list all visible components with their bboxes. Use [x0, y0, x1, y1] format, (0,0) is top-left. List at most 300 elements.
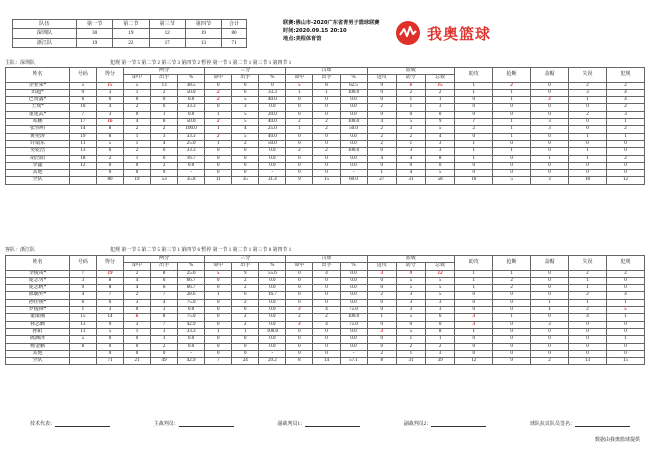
player-name: 许瑞东 [6, 140, 70, 147]
player-row [6, 270, 645, 277]
stats-subheader: % [259, 263, 286, 270]
stat-cell: 0 [313, 285, 340, 292]
stat-cell: 5 [69, 336, 96, 343]
stat-cell: 0 [367, 343, 396, 350]
stat-cell: 0.0 [340, 133, 367, 140]
stats-column-header: 犯规 [606, 256, 644, 271]
stat-cell: 0 [313, 111, 340, 118]
player-row [6, 82, 645, 89]
stat-cell: 1 [493, 97, 531, 104]
stat-cell: 0 [569, 126, 607, 133]
stat-cell: 0 [286, 328, 313, 335]
stat-cell: 4 [367, 119, 396, 126]
others-row [6, 170, 645, 177]
stat-cell: 0 [455, 162, 493, 169]
stats-column-header: 号码 [69, 68, 96, 83]
stat-cell: 5 [426, 285, 455, 292]
player-name: 董康湘 [6, 314, 70, 321]
stat-cell: 0 [124, 162, 151, 169]
away-fouls-timeouts: 犯规 第一节 5 第二节 5 第三节 1 第四节 6 暂停 第一节 1 第二节 1 第三节 0 第四节 1 [110, 248, 292, 253]
stat-cell: 2 [232, 277, 259, 284]
stat-cell: 0.0 [340, 277, 367, 284]
stat-cell: 7 [69, 111, 96, 118]
stat-cell: 0 [313, 162, 340, 169]
stat-cell: 3 [531, 97, 569, 104]
stat-cell: 1 [493, 89, 531, 96]
stat-cell: 75.0 [178, 299, 205, 306]
stat-cell: 16 [96, 119, 123, 126]
signature-line [305, 421, 360, 427]
home-stats-table [5, 67, 645, 185]
stat-cell: 0 [313, 336, 340, 343]
stat-cell: 4 [569, 314, 607, 321]
stat-cell: 0 [606, 343, 644, 350]
stat-cell: 0 [367, 97, 396, 104]
scoreboard-cell: 17 [149, 38, 185, 47]
stat-cell: 9 [396, 270, 425, 277]
tech-rep-signature [30, 420, 110, 427]
stat-cell: 2 [367, 140, 396, 147]
stat-cell: 0 [205, 82, 232, 89]
stat-cell: 5 [232, 97, 259, 104]
stat-cell: 3 [151, 307, 178, 314]
stat-cell: 12 [606, 177, 644, 184]
stat-cell: 0 [205, 285, 232, 292]
stat-cell: 0.0 [259, 155, 286, 162]
stat-cell: 2 [455, 126, 493, 133]
stat-cell: 13 [69, 148, 96, 155]
stats-column-header: 篮板 [367, 256, 455, 263]
stat-cell: 6 [69, 97, 96, 104]
stat-cell: 8 [151, 314, 178, 321]
stat-cell: 14 [96, 314, 123, 321]
stat-cell: 4 [151, 140, 178, 147]
stats-column-header: 姓名 [6, 256, 70, 271]
umpire1-label: 副裁判员1： [277, 422, 305, 427]
game-time: 时间:2020.09.15 20:10 [283, 28, 347, 34]
signature-line [55, 421, 110, 427]
stat-cell: 1 [531, 155, 569, 162]
stat-cell: 14 [69, 126, 96, 133]
stat-cell: 0 [286, 97, 313, 104]
stat-cell: 9 [426, 119, 455, 126]
stat-cell: 6 [151, 277, 178, 284]
stat-cell: 0 [286, 343, 313, 350]
umpire2-signature [404, 420, 487, 427]
logo-text: 我奥篮球 [427, 24, 492, 43]
stat-cell: 0 [124, 336, 151, 343]
stat-cell: 5 [96, 328, 123, 335]
stat-cell: 57.1 [340, 358, 367, 365]
umpire1-signature [277, 420, 360, 427]
stat-cell: 2 [569, 82, 607, 89]
stat-cell: 1 [606, 299, 644, 306]
basketball-logo-icon [395, 20, 421, 46]
stat-cell: 8 [96, 126, 123, 133]
stat-cell: 31.4 [259, 177, 286, 184]
stat-cell: 0 [205, 343, 232, 350]
stat-cell: 5 [396, 277, 425, 284]
stat-cell: 0 [531, 314, 569, 321]
stat-cell: 5 [232, 133, 259, 140]
away-stats-table [5, 255, 645, 365]
stat-cell: 1 [124, 89, 151, 96]
stat-cell: 6 [151, 104, 178, 111]
stat-cell: 8 [286, 358, 313, 365]
stat-cell: 5 [69, 82, 96, 89]
stat-cell: 1 [286, 89, 313, 96]
stat-cell: 4 [313, 270, 340, 277]
stat-cell: 19 [96, 270, 123, 277]
player-name: 庞志帆* [6, 285, 70, 292]
stat-cell: 62.5 [340, 82, 367, 89]
umpire2-label: 副裁判员2： [403, 422, 432, 427]
stat-cell: 0 [493, 343, 531, 350]
stat-cell: 2 [313, 314, 340, 321]
stat-cell: 1 [569, 155, 607, 162]
stat-cell: 1 [367, 314, 396, 321]
stat-cell: 4 [367, 155, 396, 162]
stat-cell: 0 [455, 350, 493, 357]
stat-cell: 0 [286, 155, 313, 162]
stat-cell: 0 [96, 350, 123, 357]
stat-cell: 2 [286, 148, 313, 155]
stat-cell: 0 [205, 299, 232, 306]
stat-cell: 12 [69, 162, 96, 169]
stat-cell: 5 [396, 314, 425, 321]
stat-cell: 31 [396, 177, 425, 184]
stat-cell: 2 [286, 119, 313, 126]
stat-cell: 0 [569, 343, 607, 350]
stat-cell: 7 [205, 358, 232, 365]
player-name: 庞志男* [6, 277, 70, 284]
stat-cell: 0 [606, 170, 644, 177]
stat-cell: 3 [426, 140, 455, 147]
stat-cell: 0 [455, 170, 493, 177]
stat-cell: 35.8 [178, 177, 205, 184]
stat-cell: 12 [426, 270, 455, 277]
stat-cell: 0 [151, 97, 178, 104]
stat-cell: 7 [151, 292, 178, 299]
stat-cell: 2 [569, 292, 607, 299]
stat-cell: 1 [205, 126, 232, 133]
stat-cell: 16.7 [178, 155, 205, 162]
team-total-row [6, 177, 645, 184]
stat-cell: 5 [396, 328, 425, 335]
stat-cell: 1 [396, 140, 425, 147]
stat-cell: 1 [205, 292, 232, 299]
stats-header-row [6, 68, 645, 75]
stat-cell: 4 [124, 277, 151, 284]
stat-cell: 0 [569, 336, 607, 343]
stat-cell: 2 [606, 126, 644, 133]
stat-cell: 2 [367, 126, 396, 133]
stat-cell: 2 [367, 133, 396, 140]
stat-cell: 2 [569, 270, 607, 277]
stat-cell: 6 [96, 148, 123, 155]
stat-cell: 0 [259, 82, 286, 89]
signature-footer [30, 420, 630, 427]
stat-cell: 18 [569, 177, 607, 184]
stat-cell: 20.0 [259, 111, 286, 118]
stat-cell: 0.0 [259, 299, 286, 306]
stat-cell [69, 177, 96, 184]
stat-cell: 1 [455, 89, 493, 96]
stat-cell: 6 [151, 285, 178, 292]
stat-cell: 1 [606, 133, 644, 140]
stat-cell: 8 [426, 155, 455, 162]
player-row [6, 321, 645, 328]
scoreboard-table [12, 19, 247, 48]
stat-cell: 1 [455, 285, 493, 292]
scoreboard-header: 第四节 [185, 20, 221, 29]
stat-cell: 5 [426, 292, 455, 299]
stat-cell: 14 [313, 358, 340, 365]
stat-cell: 6 [151, 148, 178, 155]
scoreboard-cell: 19 [185, 29, 221, 38]
stat-cell: 5 [232, 111, 259, 118]
player-name: 巴赞鑫* [6, 97, 70, 104]
stat-cell: 5 [426, 277, 455, 284]
scoreboard-cell: 深圳队 [13, 29, 77, 38]
stats-column-header: 三分 [205, 68, 286, 75]
stat-cell: 0.0 [178, 97, 205, 104]
stat-cell: 2 [124, 292, 151, 299]
stat-cell: 4 [426, 133, 455, 140]
stat-cell: 9 [96, 321, 123, 328]
stat-cell: 8 [151, 270, 178, 277]
stat-cell: 4 [606, 89, 644, 96]
stat-cell: 5 [124, 82, 151, 89]
stat-cell: 2 [426, 89, 455, 96]
player-name: 企业荣* [6, 82, 70, 89]
stat-cell: 0.0 [259, 285, 286, 292]
stats-subheader: % [340, 263, 367, 270]
protest-signature [530, 420, 630, 427]
stat-cell: 0 [493, 292, 531, 299]
stat-cell: 4 [313, 307, 340, 314]
stat-cell: 0 [426, 162, 455, 169]
stat-cell: 3 [96, 89, 123, 96]
stat-cell: 0.0 [178, 307, 205, 314]
player-name: 杨金鹏 [6, 343, 70, 350]
stat-cell: 1 [396, 336, 425, 343]
stat-cell: 3 [426, 299, 455, 306]
stat-cell [69, 350, 96, 357]
stat-cell: 0 [367, 148, 396, 155]
stats-column-header: 罚球 [286, 256, 367, 263]
stat-cell: 75.0 [340, 307, 367, 314]
stat-cell: 0 [531, 270, 569, 277]
player-name: 吴乾浩 [6, 148, 70, 155]
stat-cell: 0 [232, 343, 259, 350]
stat-cell: 0 [531, 292, 569, 299]
stat-cell: 0 [569, 350, 607, 357]
stat-cell: 33.3 [178, 328, 205, 335]
stat-cell: 1 [569, 277, 607, 284]
stat-cell: 0 [531, 277, 569, 284]
stats-subheader: 出手 [313, 263, 340, 270]
stat-cell: 0 [205, 155, 232, 162]
stat-cell: - [340, 170, 367, 177]
stat-cell: 3 [531, 321, 569, 328]
stat-cell: 2 [367, 104, 396, 111]
stat-cell: 2 [96, 155, 123, 162]
stat-cell: 31 [396, 358, 425, 365]
stat-cell: - [178, 170, 205, 177]
stat-cell: 0 [569, 170, 607, 177]
stat-cell: 0 [493, 336, 531, 343]
stat-cell: 10 [69, 104, 96, 111]
stat-cell: 0 [493, 170, 531, 177]
stat-cell: 3 [606, 111, 644, 118]
stat-cell: 19 [124, 177, 151, 184]
stat-cell: 15 [96, 82, 123, 89]
stat-cell: 0 [96, 162, 123, 169]
stat-cell: 100.0 [340, 148, 367, 155]
stat-cell: 100.0 [178, 126, 205, 133]
stat-cell: 0 [367, 299, 396, 306]
scoreboard-cell: 71 [222, 38, 247, 47]
stat-cell: 1 [232, 328, 259, 335]
stat-cell: 28.6 [178, 292, 205, 299]
stat-cell: 0 [313, 133, 340, 140]
stat-cell: 0 [286, 299, 313, 306]
stat-cell: 0.0 [259, 321, 286, 328]
stat-cell: 0 [313, 350, 340, 357]
others-row [6, 350, 645, 357]
stat-cell: 8 [96, 133, 123, 140]
stat-cell: 0.0 [259, 104, 286, 111]
stat-cell: 2 [396, 343, 425, 350]
stat-cell: 8 [69, 343, 96, 350]
stat-cell: 3 [531, 177, 569, 184]
stat-cell: 6 [151, 155, 178, 162]
stat-cell: 3 [151, 328, 178, 335]
player-name: 田超* [6, 89, 70, 96]
stat-cell: 0 [455, 343, 493, 350]
stat-cell: 3 [286, 321, 313, 328]
stat-cell: 0.0 [340, 155, 367, 162]
stat-cell: 1 [455, 140, 493, 147]
stat-cell: 3 [426, 307, 455, 314]
stat-cell: 1 [531, 307, 569, 314]
player-row [6, 126, 645, 133]
stat-cell: 71 [96, 358, 123, 365]
stat-cell: 0.0 [340, 292, 367, 299]
stat-cell: 3 [426, 148, 455, 155]
stats-column-header: 罚球 [286, 68, 367, 75]
row-label: 全队 [6, 358, 70, 365]
stat-cell: 0 [232, 162, 259, 169]
stats-subheader: 命中 [205, 263, 232, 270]
stat-cell: 8 [367, 358, 396, 365]
stats-subheader: 出手 [232, 263, 259, 270]
stat-cell: 0 [455, 133, 493, 140]
stat-cell: 1 [493, 270, 531, 277]
stat-cell: 0 [606, 285, 644, 292]
stat-cell: 7 [69, 270, 96, 277]
stat-cell: 6 [124, 314, 151, 321]
stat-cell: 2 [205, 97, 232, 104]
event-title: 联赛:佛山市-2020广东省青男子篮球联赛 [283, 20, 380, 26]
stat-cell: 42.9 [178, 358, 205, 365]
player-name: 陈渊泽 [6, 336, 70, 343]
stat-cell: 0 [232, 307, 259, 314]
stat-cell: 13 [569, 358, 607, 365]
stat-cell: 1 [124, 133, 151, 140]
stat-cell: 0.0 [178, 343, 205, 350]
stat-cell: 100.0 [259, 328, 286, 335]
stat-cell: 7 [151, 321, 178, 328]
player-row [6, 336, 645, 343]
stat-cell: 42.9 [178, 321, 205, 328]
stat-cell: 1 [151, 111, 178, 118]
player-name: 张伟明 [6, 126, 70, 133]
stat-cell: 0 [426, 111, 455, 118]
stat-cell: 33.3 [259, 89, 286, 96]
stat-cell: 2 [232, 299, 259, 306]
stats-column-header: 抢断 [493, 68, 531, 83]
player-row [6, 292, 645, 299]
stat-cell: 0.0 [178, 162, 205, 169]
stat-cell: 2 [124, 126, 151, 133]
stat-cell: 0 [286, 285, 313, 292]
stat-cell: 2 [569, 307, 607, 314]
stat-cell: 3 [124, 321, 151, 328]
stat-cell: 0 [232, 155, 259, 162]
scoreboard-header: 第二节 [113, 20, 149, 29]
stat-cell: 4 [606, 292, 644, 299]
stats-subheader: 防守 [396, 75, 425, 82]
stat-cell: 49 [151, 358, 178, 365]
stat-cell: 4 [313, 321, 340, 328]
stat-cell: 7 [455, 119, 493, 126]
stat-cell: 0 [569, 321, 607, 328]
stat-cell: 0 [96, 170, 123, 177]
stat-cell: 1 [569, 148, 607, 155]
stat-cell: 0 [493, 111, 531, 118]
stat-cell: 0.0 [178, 111, 205, 118]
stat-cell: 0 [367, 89, 396, 96]
signature-line [575, 421, 630, 427]
scoreboard-header: 合计 [222, 20, 247, 29]
stat-cell: 0.0 [259, 343, 286, 350]
stat-cell: 2 [151, 126, 178, 133]
stat-cell: 2 [396, 133, 425, 140]
stat-cell: 0.0 [340, 97, 367, 104]
player-row [6, 328, 645, 335]
stat-cell: 0 [493, 104, 531, 111]
stat-cell: 40.0 [259, 133, 286, 140]
stat-cell: 3 [396, 307, 425, 314]
stat-cell: 0 [232, 148, 259, 155]
stats-header-row [6, 256, 645, 263]
stat-cell: 0 [313, 170, 340, 177]
stat-cell: 1 [569, 299, 607, 306]
stat-cell: 8 [426, 328, 455, 335]
stat-cell: 4 [606, 97, 644, 104]
stat-cell: 0 [232, 350, 259, 357]
stat-cell: 0 [396, 111, 425, 118]
stat-cell: 0 [531, 111, 569, 118]
stat-cell: 0.0 [340, 162, 367, 169]
scoreboard-cell: 12 [149, 29, 185, 38]
stat-cell: 1 [493, 119, 531, 126]
stat-cell: 0 [367, 111, 396, 118]
stat-cell: 50.0 [340, 126, 367, 133]
stat-cell: 50.0 [178, 89, 205, 96]
